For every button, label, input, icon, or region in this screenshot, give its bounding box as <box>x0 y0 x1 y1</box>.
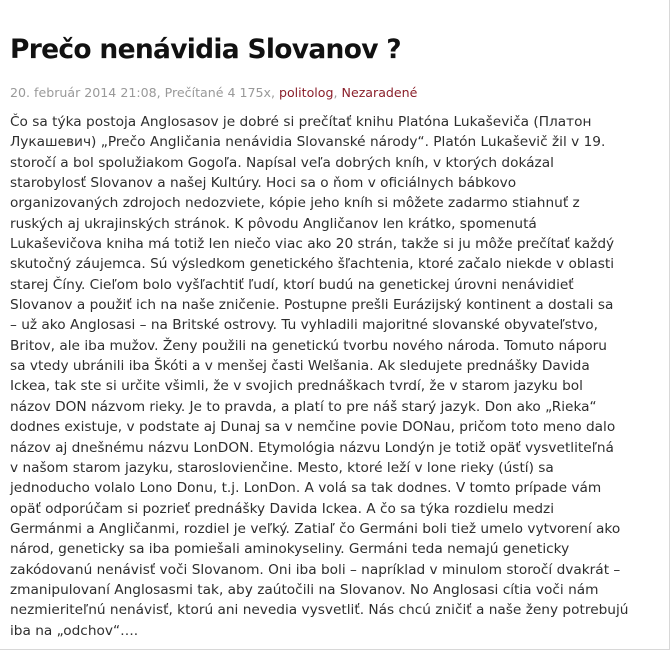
article-body-line: dodnes existuje, v podstate aj Dunaj sa v nemčine povie DONau, pričom toto meno dalo <box>10 419 616 436</box>
article <box>10 32 665 641</box>
article-body-line: organizovaných zdrojoch nedozviete, kópie jeho kníh si môžete zadarmo stiahnuť z <box>10 195 580 212</box>
article-body-line: ruských aj ukrajinských stránok. K pôvodu Angličanov len krátko, spomenutá <box>10 215 537 232</box>
article-body-line: Ickea, tak ste si určite všimli, že v svojich prednáškach tvrdí, že v starom jazyku bol <box>10 378 583 395</box>
article-body-line: názov aj dnešnému názvu LonDON. Etymológia názvu Londýn je totiž opäť vysvetliteľná <box>10 439 614 456</box>
article-body-line: sa vtedy ubránili iba Škóti a v menšej časti Welšania. Ak sledujete prednášky Davida <box>10 358 590 375</box>
article-body-line: nezmieriteľnú nenávisť, ktorú ani nevedia vysvetliť. Nás chcú zničiť a naše ženy potrebujú <box>10 602 629 619</box>
article-body-line: skutočný záujemca. Sú výsledkom genetického šľachtenia, ktoré začalo niekde v oblasti <box>10 256 615 273</box>
article-body-line: storočí a bol spolužiakom Gogoľa. Napísal veľa dobrých kníh, v ktorých dokázal <box>10 154 554 171</box>
article-body-line: názov DON názvom rieky. Je to pravda, a platí to pre náš starý jazyk. Don ako „Rieka“ <box>10 398 597 415</box>
article-body-line: – už ako Anglosasi – na Britské ostrovy. Tu vyhladili majoritné slovanské obyvateľstvo, <box>10 317 598 334</box>
article-body-line: Лукашевич) „Prečo Angličania nenávidia Slovanské národy“. Platón Lukaševič žil v 19. <box>10 134 606 151</box>
article-body-line: v našom starom jazyku, staroslovienčine. Mesto, ktoré leží v lone rieky (ústí) sa <box>10 459 554 476</box>
article-meta <box>10 84 665 102</box>
category-separator: , <box>333 85 342 100</box>
article-body-line: starej Číny. Cieľom bolo vyšľachtiť ľudí, ktorí budú na genetickej úrovni nenávidieť <box>10 276 574 293</box>
article-body-line: národ, geneticky sa iba pomiešali aminokyseliny. Germáni teda nemajú geneticky <box>10 541 570 558</box>
article-body-line: zmanipulovaní Anglosasmi tak, aby zaútočili na Slovanov. No Anglosasi cítia voči nám <box>10 581 599 598</box>
article-body-line: Lukaševičova kniha má totiž len niečo viac ako 20 strán, takže si ju môže prečítať každý <box>10 236 615 253</box>
article-body-line: Germánmi a Angličanmi, rozdiel je veľký. Zatiaľ čo Germáni boli tiež umelo vytvorení ako <box>10 520 621 537</box>
category-link-politolog[interactable]: politolog <box>278 85 334 100</box>
article-body-line: starobylosť Slovanov a našej Kultúry. Hoci sa o ňom v oficiálnych bábkovo <box>10 175 517 192</box>
article-body <box>10 112 665 641</box>
article-body-line: Čo sa týka postoja Anglosasov je dobré si prečítať knihu Platóna Lukaševiča (Платон <box>10 114 592 130</box>
article-body-line: jednoducho volalo Lono Donu, t.j. LonDon. A volá sa tak dodnes. V tomto prípade vám <box>10 480 602 497</box>
article-body-line: Slovanov a použiť ich na naše zničenie. Postupne prešli Eurázijský kontinent a dostali sa <box>10 297 614 314</box>
article-body-line: iba na „odchov“…. <box>10 622 139 639</box>
article-date-and-views: 20. február 2014 21:08, Prečítané 4 175x, <box>10 85 279 100</box>
article-title: Prečo nenávidia Slovanov ? <box>10 34 401 65</box>
article-body-line: opäť odporúčam si pozrieť prednášky Davida Ickea. A čo sa týka rozdielu medzi <box>10 500 555 517</box>
category-link-nezaradene[interactable]: Nezaradené <box>341 85 418 100</box>
article-body-line: zakódovanú nenávisť voči Slovanom. Oni iba boli – napríklad v minulom storočí dvakrát – <box>10 561 621 578</box>
article-body-line: Britov, ale iba mužov. Ženy použili na genetickú tvorbu nového národa. Tomuto náporu <box>10 337 607 354</box>
